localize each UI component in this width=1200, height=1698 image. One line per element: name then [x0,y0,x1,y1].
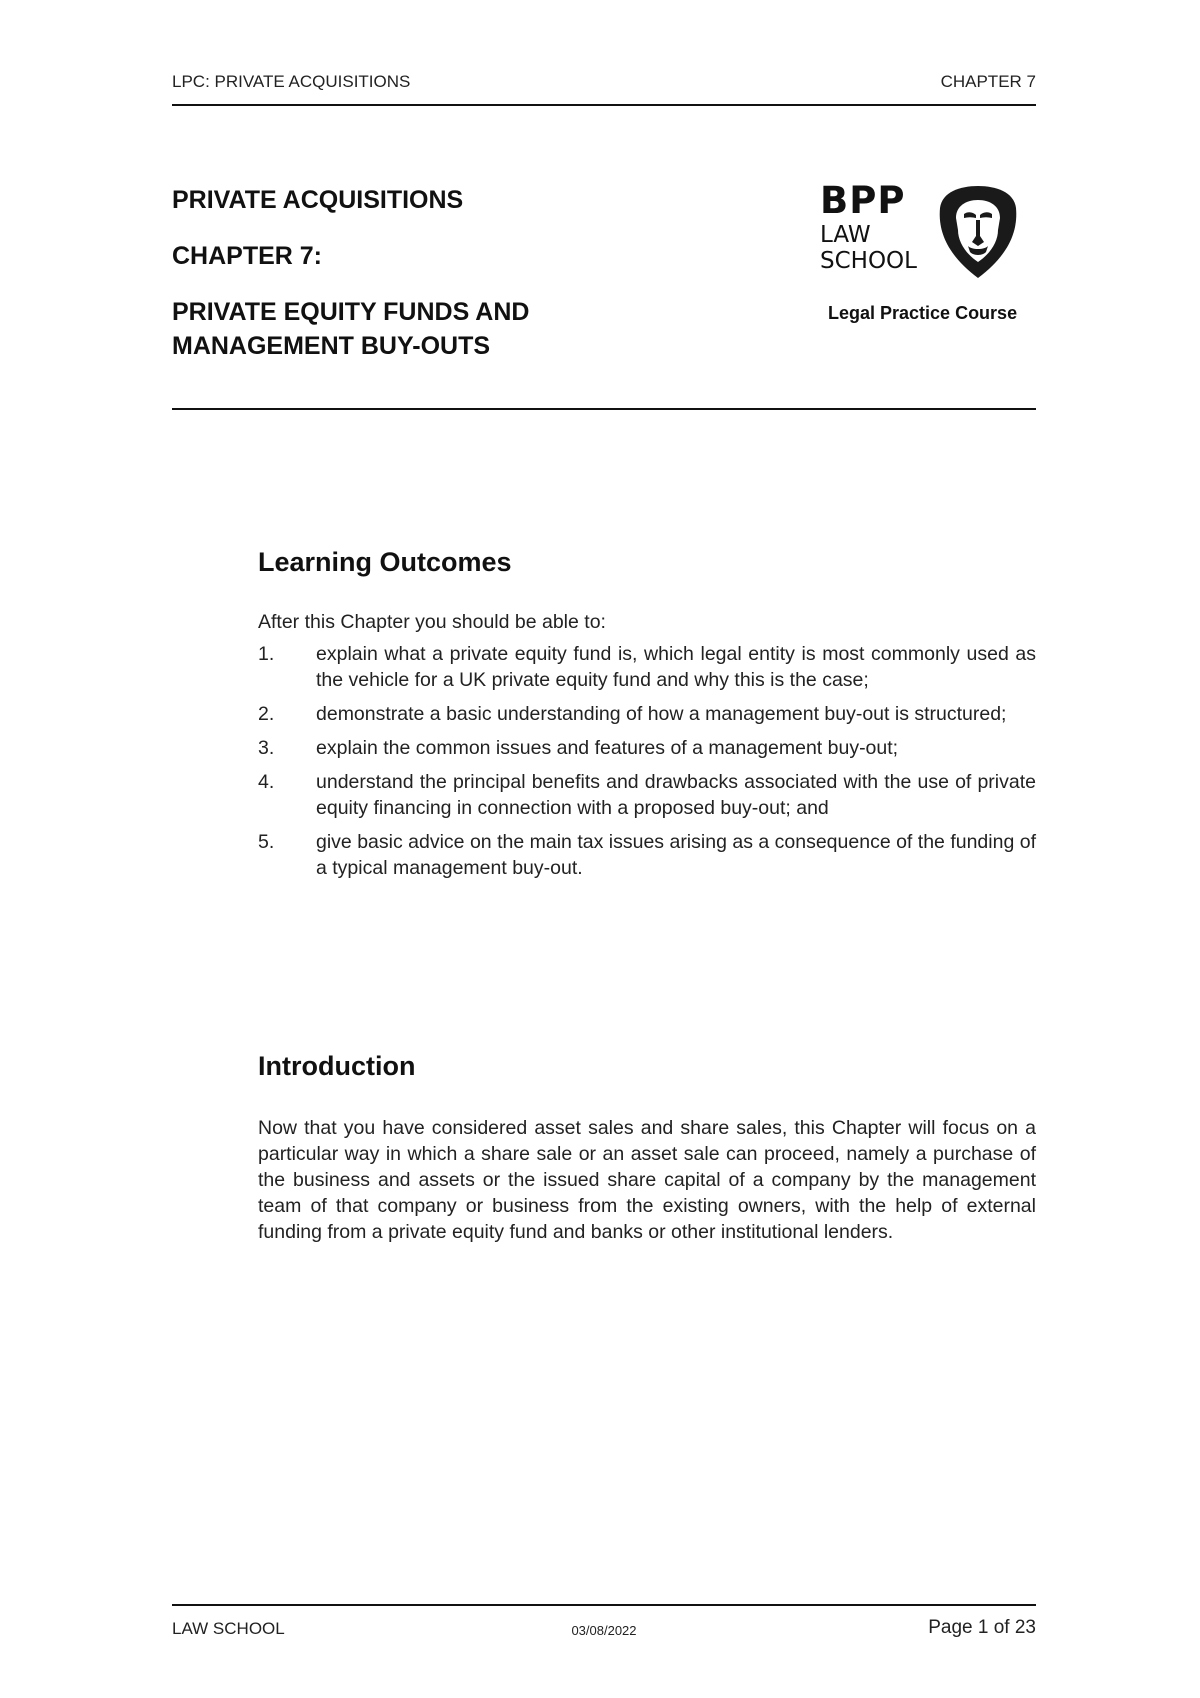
title-block [172,183,732,363]
list-item-text: understand the principal benefits and drawbacks associated with the use of private equity financing in connection with a proposed buy-out; and [316,771,1036,819]
list-item-number: 1. [258,643,275,665]
footer-rule [172,1604,1036,1606]
header-rule [172,104,1036,106]
footer-page-number: Page 1 of 23 [928,1617,1036,1638]
logo-caption: Legal Practice Course [828,303,1018,323]
list-item [258,769,1036,821]
title-rule [172,408,1036,410]
learning-outcomes-list [258,641,1036,881]
list-item-text: explain the common issues and features of a management buy-out; [316,737,899,759]
list-item-number: 2. [258,703,275,725]
running-header [172,72,1036,94]
list-item [258,641,1036,693]
header-chapter: CHAPTER 7 [940,72,1036,91]
lion-shield-icon [938,184,1018,280]
title-topic-line1: PRIVATE EQUITY FUNDS AND [172,298,530,326]
header-course-title: LPC: PRIVATE ACQUISITIONS [172,72,411,91]
list-item [258,735,1036,761]
logo-law: LAW [820,222,871,248]
title-chapter: CHAPTER 7: [172,242,323,270]
logo-school: SCHOOL [820,248,917,274]
list-item-text: explain what a private equity fund is, which legal entity is most commonly used as the vehicle for a UK private equity fund and why this is the case; [316,643,1036,691]
learning-outcomes-heading: Learning Outcomes [258,547,512,577]
introduction-paragraph: Now that you have considered asset sales and share sales, this Chapter will focus on a particular way in which a share sale or an asset sale can proceed, namely a purchase of the business and assets or the issued share capital of a company by the management team of that company or business from the existing owners, with the help of external funding from a private equity fund and banks or other institutional lenders. [258,1117,1036,1243]
learning-outcomes-body [258,609,1036,881]
list-item [258,701,1036,727]
list-item-number: 3. [258,737,275,759]
list-item-text: demonstrate a basic understanding of how a management buy-out is structured; [316,703,1007,725]
list-item-number: 4. [258,771,275,793]
introduction-heading: Introduction [258,1051,416,1081]
logo-wordmark [820,179,917,274]
title-course: PRIVATE ACQUISITIONS [172,186,464,214]
bpp-law-school-logo [820,179,1020,292]
learning-outcomes-section [258,545,1036,889]
title-topic-line2: MANAGEMENT BUY-OUTS [172,332,491,360]
learning-outcomes-intro: After this Chapter you should be able to: [258,611,606,633]
footer-school: LAW SCHOOL [172,1619,285,1638]
footer-date: 03/08/2022 [571,1623,637,1638]
logo-brand: BPP [820,179,906,222]
list-item-text: give basic advice on the main tax issues arising as a consequence of the funding of a typical management buy-out. [316,831,1036,879]
running-footer [172,1617,1036,1643]
list-item [258,829,1036,881]
introduction-section [258,1049,1036,1245]
list-item-number: 5. [258,831,275,853]
